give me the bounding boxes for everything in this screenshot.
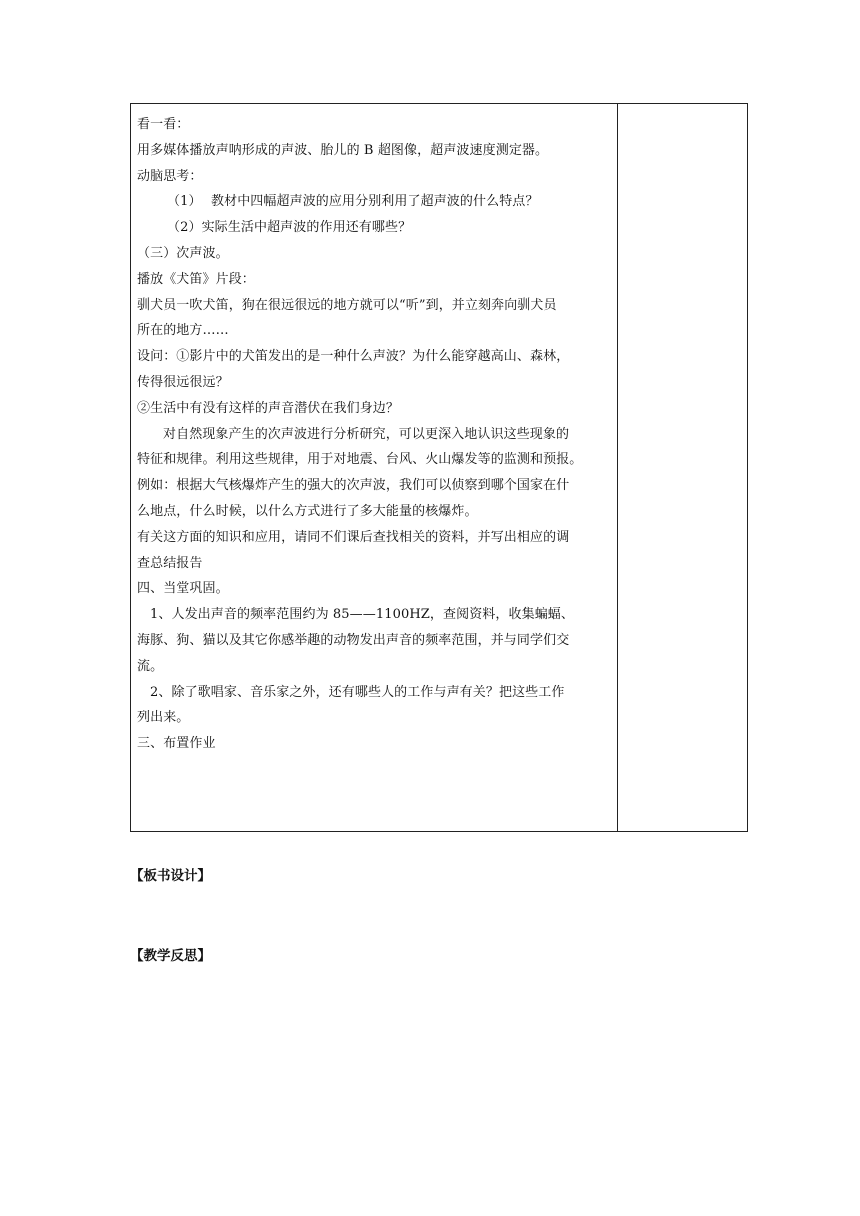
discussion-question-2: ②生活中有没有这样的声音潜伏在我们身边？ bbox=[137, 400, 400, 416]
exercise-2-line-2: 列出来。 bbox=[137, 710, 190, 726]
exercise-1-line-3: 流。 bbox=[137, 658, 164, 674]
paragraph-line-2: 特征和规律。利用这些规律，用于对地震、台风、火山爆发等的监测和预报。 bbox=[137, 452, 583, 468]
question-2: （2）实际生活中超声波的作用还有哪些？ bbox=[167, 220, 412, 236]
question-1-number: （1） bbox=[167, 194, 202, 210]
question-1 bbox=[137, 189, 611, 215]
paragraph-line-3: 例如：根据大气核爆炸产生的强大的次声波，我们可以侦察到哪个国家在什 bbox=[137, 478, 570, 494]
discussion-question-line-2: 传得很远很远？ bbox=[137, 374, 229, 390]
exercise-1-line-2: 海豚、狗、猫以及其它你感举趣的动物发出声音的频率范围，并与同学们交 bbox=[137, 632, 570, 648]
homework-heading: 三、布置作业 bbox=[137, 736, 216, 752]
think-heading: 动脑思考： bbox=[137, 168, 203, 184]
look-text: 用多媒体播放声呐形成的声波、胎儿的 B 超图像，超声波速度测定器。 bbox=[137, 142, 549, 158]
board-design-heading: 【板书设计】 bbox=[130, 868, 211, 884]
exercise-2-line-1: 2、除了歌唱家、音乐家之外，还有哪些人的工作与声有关？把这些工作 bbox=[150, 684, 565, 700]
notes-cell bbox=[618, 104, 747, 831]
discussion-question-line-1: 设问：①影片中的犬笛发出的是一种什么声波？为什么能穿越高山、森林， bbox=[137, 349, 570, 365]
story-line-2: 所在的地方…… bbox=[137, 323, 229, 339]
lesson-table bbox=[130, 103, 748, 832]
look-heading: 看一看： bbox=[137, 117, 190, 132]
paragraph-line-4: 么地点，什么时候，以什么方式进行了多大能量的核爆炸。 bbox=[137, 503, 478, 519]
paragraph-line-1: 对自然现象产生的次声波进行分析研究，可以更深入地认识这些现象的 bbox=[163, 426, 570, 442]
lesson-content-cell bbox=[131, 104, 618, 831]
question-1-text: 教材中四幅超声波的应用分别利用了超声波的什么特点？ bbox=[211, 194, 539, 210]
story-line-1: 驯犬员一吹犬笛，狗在很远很远的地方就可以“听”到，并立刻奔向驯犬员 bbox=[137, 297, 557, 313]
report-line-1: 有关这方面的知识和应用，请同不们课后查找相关的资料，并写出相应的调 bbox=[137, 529, 570, 545]
report-line-2: 查总结报告 bbox=[137, 555, 203, 571]
teaching-reflection-heading: 【教学反思】 bbox=[130, 948, 211, 964]
consolidation-heading: 四、当堂巩固。 bbox=[137, 581, 229, 597]
exercise-1-line-1: 1、人发出声音的频率范围约为 85——1100HZ，查阅资料，收集蝙蝠、 bbox=[150, 607, 574, 623]
play-clip-line: 播放《犬笛》片段： bbox=[137, 271, 255, 287]
infrasound-heading: （三）次声波。 bbox=[137, 245, 229, 261]
